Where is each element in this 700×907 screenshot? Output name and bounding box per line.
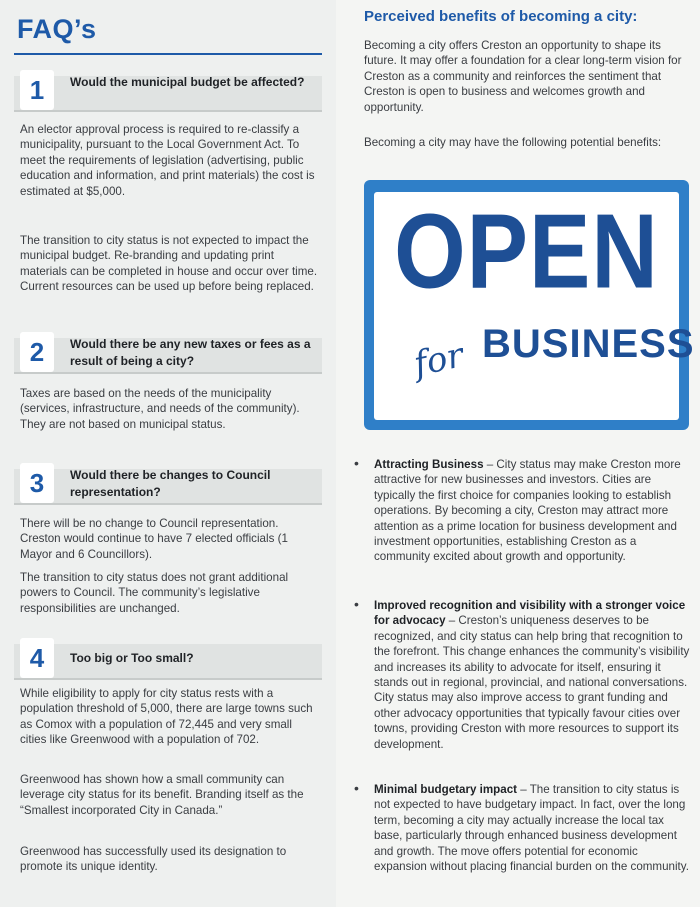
bullet-marker: •	[354, 780, 359, 796]
benefit-item	[374, 598, 690, 752]
title-divider	[14, 53, 322, 55]
answer-paragraph: Taxes are based on the needs of the municipality (services, infrastructure, and needs of the community). They are not based on municipal status.	[20, 387, 300, 431]
bullet-marker: •	[354, 455, 359, 471]
benefit-heading: Attracting Business	[374, 458, 484, 471]
question-number: 2	[20, 332, 54, 372]
open-for-business-sign-image	[364, 180, 695, 430]
answer-paragraph: Greenwood has successfully used its designation to promote its unique identity.	[20, 845, 287, 874]
answer-paragraph: There will be no change to Council representation. Creston would continue to have 7 elected officials (1 Mayor and 6 Councillors).	[20, 517, 288, 561]
benefits-column	[336, 0, 700, 907]
question-number: 1	[20, 70, 54, 110]
answer-paragraph: The transition to city status does not grant additional powers to Council. The community’s legislative responsibilities are unchanged.	[20, 571, 289, 615]
question-text: Too big or Too small?	[70, 651, 194, 665]
answer-paragraph: An elector approval process is required to re-classify a municipality, pursuant to the Local Government Act. To meet the requirements of legislation (advertising, public education and information, and print materials) the cost is estimated at $5,000.	[20, 123, 315, 198]
benefit-text: – The transition to city status is not expected to have budgetary impact. In fact, over the long term, becoming a city may actually increase the local tax base, particularly through enhanced business development and growth. The move offers potential for economic expansion without placing financial burden on the community.	[374, 783, 689, 874]
sign-open-text: OPEN	[394, 193, 659, 311]
answer-paragraph: The transition to city status is not expected to impact the municipal budget. Re-branding and updating print materials can be completed in house and occur over time. Current resources can be used up before being replaced.	[20, 234, 318, 294]
benefits-intro: Becoming a city offers Creston an opportunity to shape its future. It may offer a foundation for a clear long-term vision for Creston as a community and reinforces the sentiment that Creston is open to business and welcomes growth and opportunity.	[364, 39, 682, 114]
answer-paragraph: Greenwood has shown how a small community can leverage city status for its benefit. Branding itself as the “Smallest incorporated City in Canada.”	[20, 773, 304, 817]
question-text: Would the municipal budget be affected?	[70, 75, 305, 89]
benefits-intro-2: Becoming a city may have the following potential benefits:	[364, 136, 662, 149]
question-number: 3	[20, 463, 54, 503]
benefit-heading: Minimal budgetary impact	[374, 783, 518, 796]
faq-title: FAQ’s	[17, 14, 97, 44]
faq-question-4	[14, 638, 322, 684]
sign-for-text: for	[410, 335, 467, 385]
bullet-marker: •	[354, 596, 359, 612]
question-number: 4	[20, 638, 54, 678]
faq-question-3	[14, 463, 322, 509]
question-text: Would there be changes to Council representation?	[70, 468, 271, 499]
benefit-heading: Improved recognition and visibility with a stronger voice for advocacy	[374, 599, 686, 628]
question-text: Would there be any new taxes or fees as a result of being a city?	[70, 337, 311, 368]
faq-column	[0, 0, 336, 907]
answer-paragraph: While eligibility to apply for city status rests with a population threshold of 5,000, there are large towns such as Comox with a population of 72,445 and very small cities like Greenwood with a population of 702.	[20, 687, 313, 747]
faq-question-2	[14, 332, 322, 378]
benefit-text: – City status may make Creston more attractive for new businesses and investors. Cities are typically the first choice for companies looking to establish operations. By becoming a city, Creston may attract more attention as a prime location for business development and investment opportunities, establishing Creston as a community excited about growth and opportunity.	[374, 458, 681, 564]
benefit-item	[374, 457, 690, 565]
benefit-text: – Creston’s uniqueness deserves to be recognized, and city status can help bring that recognition to the forefront. This change enhances the community’s visibility and increases its ability to advocate for itself, ensuring it stands out in regional, provincial, and national conversations. City status may also improve access to grant funding and other advocacy opportunities that typically favour cities over towns, providing Creston with more resources to support its development.	[374, 614, 690, 751]
benefits-title: Perceived benefits of becoming a city:	[364, 8, 638, 25]
faq-question-1	[14, 70, 322, 116]
sign-business-text: BUSINESS	[482, 322, 695, 366]
benefit-item	[374, 782, 690, 874]
